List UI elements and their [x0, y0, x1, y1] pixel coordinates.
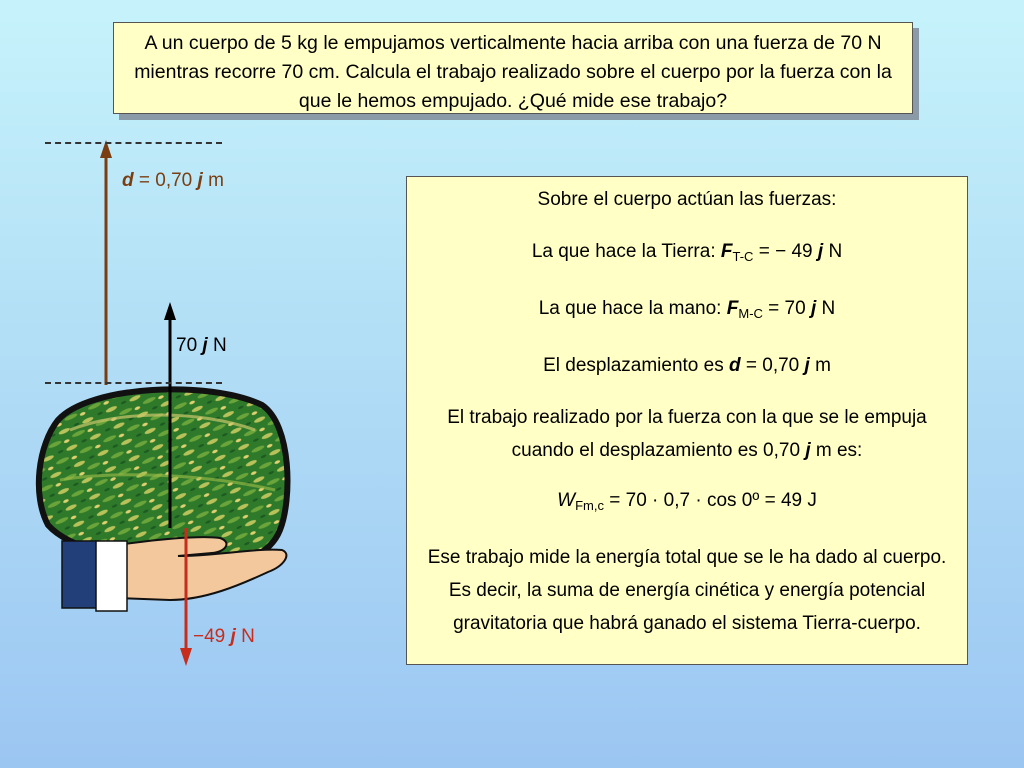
top-dashed-line: [45, 142, 222, 144]
work-formula: $W_{Fm,c} = 70 \cdot 0,7 \cdot \cos$ 0º = 49 J: [557, 490, 817, 513]
forces-intro: Sobre el cuerpo actúan las fuerzas:: [537, 189, 837, 210]
hand-force-line: La que hace la mano: $F_{M-C} = 70$ j N: [538, 298, 836, 321]
problem-text: A un cuerpo de 5 kg le empujamos verticalmente hacia arriba con una fuerza de 70 N mientras recorre 70 cm. Calcula el trabajo realizado sobre el cuerpo por la fuerza con la que le hemos empujado. ¿Qué mide ese trabajo?: [134, 32, 892, 112]
displacement-arrow: [100, 140, 112, 385]
displacement-label: d = 0,70 j m: [122, 170, 224, 191]
hand-force-label: 70 j N: [176, 335, 227, 356]
conclusion-text: Ese trabajo mide la energía total que se le ha dado al cuerpo. Es decir, la suma de energía cinética y energía potencial gravitatoria que habrá ganado el sistema Tierra-cuerpo.: [427, 547, 947, 634]
weight-force-label: −49 j N: [193, 626, 255, 647]
bottom-dashed-line: [45, 382, 222, 384]
earth-force-line: La que hace la Tierra: $F_{T-C}$ = − 49 j N: [531, 241, 843, 264]
solution-box: [406, 176, 968, 665]
displacement-line: El desplazamiento es d = 0,70 j m: [543, 355, 831, 376]
work-description: El trabajo realizado por la fuerza con la que se le empuja cuando el desplazamiento es 0,70 j m es:: [447, 407, 927, 461]
